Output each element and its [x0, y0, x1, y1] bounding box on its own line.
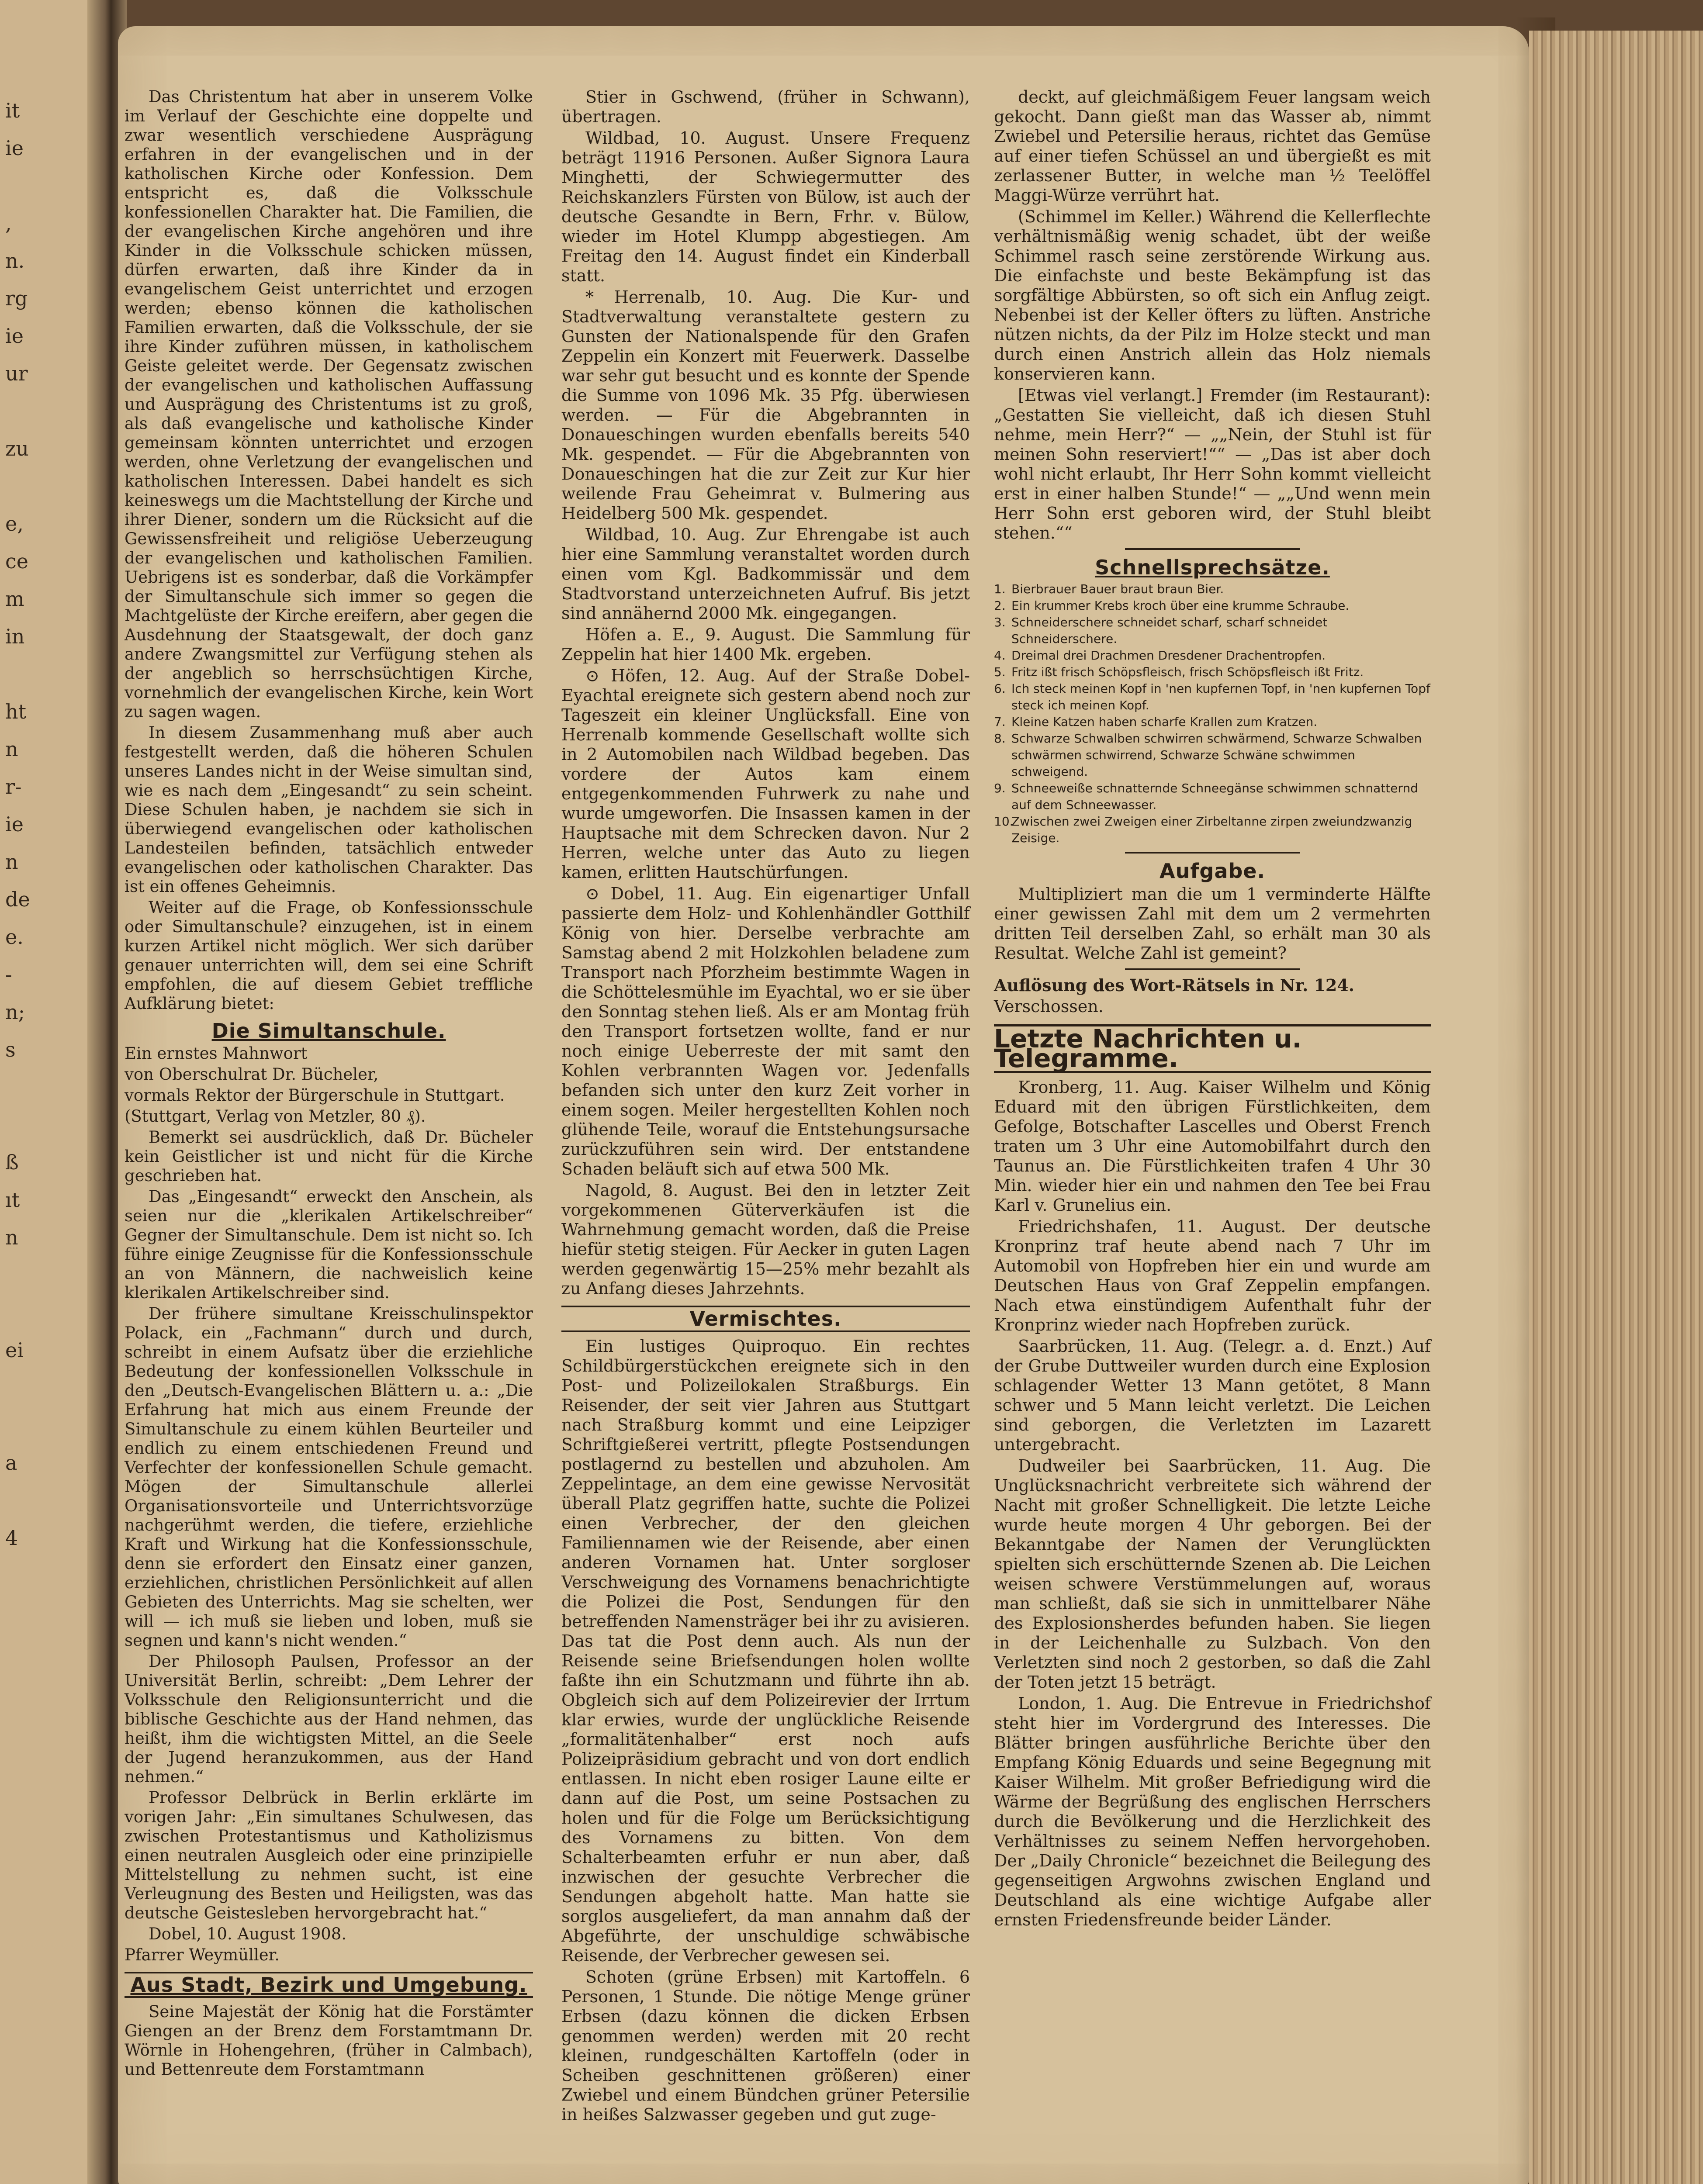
facing-page-fragment: it	[5, 99, 20, 122]
facing-page-fragment: n	[5, 1226, 18, 1249]
paragraph: Wildbad, 10. Aug. Zur Ehrengabe ist auch hier eine Sammlung veranstaltet worden durch einen vom Kgl. Badkommissär und dem Stadtvorstand unterzeichneten Aufruf. Bis jetzt sind annähernd 2000 Mk. eingegangen.	[561, 525, 970, 623]
tongue-twister-item	[994, 730, 1431, 780]
facing-page-fragment: ht	[5, 700, 27, 723]
item-number: 8.	[994, 731, 1006, 746]
item-number: 4.	[994, 648, 1006, 663]
facing-page-fragment: ie	[5, 136, 24, 160]
tongue-twister-item	[994, 614, 1431, 647]
paragraph: Schoten (grüne Erbsen) mit Kartoffeln. 6 Personen, 1 Stunde. Die nötige Menge grüner Erbsen (dazu können die dicken Erbsen genommen werden) werden mit 20 recht kleinen, rundgeschälten Kartoffeln (oder in Scheiben geschnittenen größeren) einer Zwiebel und einem Bündchen grüner Petersilie in heißes Salzwasser gegeben und gut zuge-	[561, 1967, 970, 2124]
paragraph: (Schimmel im Keller.) Während die Kellerflechte verhältnismäßig wenig schadet, übt der weiße Schimmel rasch seine zerstörende Wirkung aus. Die einfachste und beste Bekämpfung ist das sorgfältige Abbürsten, so oft sich ein Anflug zeigt. Nebenbei ist der Keller öfters zu lüften. Anstriche nützen nichts, da der Pilz im Holze steckt und man durch einen Anstrich allein das Holz niemals konservieren kann.	[994, 207, 1431, 384]
facing-page-fragment: in	[5, 625, 25, 648]
item-text: Dreimal drei Drachmen Dresdener Drachentropfen.	[1011, 648, 1326, 663]
news-heading: Letzte Nachrichten u. Telegramme.	[994, 1024, 1431, 1073]
item-number: 3.	[994, 615, 1006, 629]
facing-page-fragment: a	[5, 1451, 17, 1475]
task-text: Multipliziert man die um 1 verminderte Hälfte einer gewissen Zahl mit dem um 2 vermehrten dritten Teil derselben Zahl, so erhält man 30 als Resultat. Welche Zahl ist gemeint?	[994, 885, 1431, 963]
paragraph: In diesem Zusammenhang muß aber auch festgestellt werden, daß die höheren Schulen unseres Landes nicht in der Weise simultan sind, wie es nach dem „Eingesandt“ zu sein scheint. Diese Schulen haben, je nachdem sie sich in überwiegend evangelischen oder katholischen Landesteilen befinden, tatsächlich entweder evangelischen oder katholischen Charakter. Das ist ein offenes Geheimnis.	[125, 723, 533, 896]
item-number: 9.	[994, 781, 1006, 795]
facing-page-fragment: r-	[5, 775, 22, 798]
tongue-twister-item	[994, 598, 1431, 614]
tongue-twister-item	[994, 647, 1431, 664]
paragraph: Seine Majestät der König hat die Forstämter Giengen an der Brenz dem Forstamtmann Dr. Wörnle in Hohengehren, (früher in Calmbach), und Bettenreute dem Forstamtmann	[125, 2002, 533, 2079]
tongue-twister-list	[994, 581, 1431, 847]
paragraph: [Etwas viel verlangt.] Fremder (im Restaurant): „Gestatten Sie vielleicht, daß ich diesen Stuhl nehme, mein Herr?“ — „„Nein, der Stuhl ist für meinen Sohn reserviert!““ — „Das ist aber doch wohl nicht erlaubt, Ihr Herr Sohn kommt vielleicht erst in einer halben Stunde!“ — „„Und wenn mein Herr Sohn erst geboren wird, der Stuhl bleibt stehen.““	[994, 386, 1431, 543]
column-1	[125, 87, 533, 2079]
book-title: Die Simultanschule.	[211, 1019, 446, 1043]
item-number: 6.	[994, 681, 1006, 696]
paragraph: Weiter auf die Frage, ob Konfessionsschule oder Simultanschule? einzugehen, ist in einem kurzen Artikel nicht möglich. Wer sich darüber genauer unterrichten will, dem sei eine Schrift empfohlen, die auf diesem Gebiet treffliche Aufklärung bietet:	[125, 898, 533, 1013]
facing-page-fragment: -	[5, 963, 12, 986]
tongue-twister-item	[994, 780, 1431, 813]
facing-page-fragment: ıt	[5, 1188, 20, 1212]
item-text: Fritz ißt frisch Schöpsfleisch, frisch Schöpsfleisch ißt Fritz.	[1011, 665, 1364, 679]
divider	[1125, 968, 1300, 970]
paragraph: ⊙ Höfen, 12. Aug. Auf der Straße Dobel-Eyachtal ereignete sich gestern abend noch zur Tageszeit ein kleiner Unglücksfall. Eine von Herrenalb kommende Gesellschaft wollte sich in 2 Automobilen nach Wildbad begeben. Das vordere der Autos kam einem entgegenkommenden Fuhrwerk zu nahe und wurde umgeworfen. Die Insassen kamen in der Hauptsache mit dem Schrecken davon. Nur 2 Herren, welche unter das Auto zu liegen kamen, erlitten Hautschürfungen.	[561, 666, 970, 882]
facing-page-fragment: n	[5, 737, 18, 761]
item-number: 10.	[994, 814, 1014, 829]
facing-page-fragment: ß	[5, 1151, 19, 1174]
item-text: Schwarze Schwalben schwirren schwärmend, Schwarze Schwalben schwärmen schwirrend, Schwarze Schwäne schwimmen schweigend.	[1011, 731, 1422, 779]
paragraph: Dudweiler bei Saarbrücken, 11. Aug. Die Unglücksnachricht verbreitete sich während der Nacht mit großer Schnelligkeit. Die letzte Leiche wurde heute morgen 4 Uhr geborgen. Bei der Bekanntgabe der Namen der Verunglückten spielten sich erschütternde Szenen ab. Die Leichen weisen schwere Verstümmelungen auf, woraus man schließt, daß sie sich in unmittelbarer Nähe des Explosionsherdes befunden haben. Sie liegen in der Leichenhalle zu Sulzbach. Von den Verletzten sind noch 2 gestorben, so daß die Zahl der Toten jetzt 15 beträgt.	[994, 1456, 1431, 1692]
tongue-twister-item	[994, 714, 1431, 730]
column-3	[994, 87, 1431, 1930]
divider	[1125, 548, 1300, 550]
paragraph: Das Christentum hat aber in unserem Volke im Verlauf der Geschichte eine doppelte und zwar wesentlich verschiedene Ausprägung erfahren in der evangelischen und in der katholischen Kirche oder Konfession. Dem entspricht es, daß die Volksschule konfessionellen Charakter hat. Die Familien, die der evangelischen Kirche angehören und ihre Kinder in die Volksschule schicken müssen, dürfen erwarten, daß ihre Kinder da in evangelischem Geist unterrichtet und erzogen werden; ebenso können die katholischen Familien erwarten, daß die Volksschule, der sie ihre Kinder zuführen müssen, in katholischem Geiste geleitet werde. Der Gegensatz zwischen der evangelischen und katholischen Auffassung und Ausprägung des Christentums ist zu groß, als daß evangelische und katholische Kinder gemeinsam könnten unterrichtet und erzogen werden, ohne Verletzung der evangelischen und katholischen Interessen. Dabei handelt es sich keineswegs um die Machtstellung der Kirche und ihrer Diener, sondern um die Rücksicht auf die Gewissensfreiheit und religiöse Ueberzeugung der evangelischen und katholischen Familien. Uebrigens ist es sonderbar, daß die Vorkämpfer der Simultanschule sich immer so gegen die Machtgelüste der Kirche ereifern, aber gegen die Ausdehnung der Staatsgewalt, der doch ganz andere Zwangsmittel zur Verfügung stehen als der angeblich so herrschsüchtigen Kirche, vornehmlich der evangelischen Kirche, kein Wort zu sagen wagen.	[125, 87, 533, 721]
paragraph: Nagold, 8. August. Bei den in letzter Zeit vorgekommenen Güterverkäufen ist die Wahrnehmung gemacht worden, daß die Preise hiefür stetig steigen. Für Aecker in guten Lagen werden gegenwärtig 15—25% mehr bezahlt als zu Anfang dieses Jahrzehnts.	[561, 1181, 970, 1298]
paragraph: Das „Eingesandt“ erweckt den Anschein, als seien nur die „klerikalen Artikelschreiber“ Gegner der Simultanschule. Dem ist nicht so. Ich führe einige Zeugnisse für die Konfessionsschule an von Männern, die nachweislich keine klerikalen Artikelschreiber sind.	[125, 1187, 533, 1302]
facing-page-fragment: de	[5, 888, 30, 911]
paragraph: Friedrichshafen, 11. August. Der deutsche Kronprinz traf heute abend nach 7 Uhr im Automobil von Hopfreben hier ein und wurde am Deutschen Haus von Graf Zeppelin empfangen. Nach etwa einstündigem Aufenthalt fuhr der Kronprinz wieder nach Hopfreben zurück.	[994, 1217, 1431, 1334]
facing-page-fragment: e,	[5, 512, 24, 536]
page-stack-edge	[1529, 31, 1703, 2184]
paragraph: * Herrenalb, 10. Aug. Die Kur- und Stadtverwaltung veranstaltete gestern zu Gunsten der Nationalspende für den Grafen Zeppelin ein Konzert mit Feuerwerk. Dasselbe war sehr gut besucht und es konnte der Spende die Summe von 1096 Mk. 35 Pfg. überwiesen werden. — Für die Abgebrannten in Donaueschingen wurden ebenfalls bereits 540 Mk. gespendet. — Für die Abgebrannten von Donaueschingen hat die zur Zeit zur Kur hier weilende Frau Geheimrat v. Bulmering aus Heidelberg 500 Mk. gespendet.	[561, 287, 970, 523]
facing-page-fragment: rg	[5, 287, 28, 310]
item-text: Schneiderschere schneidet scharf, scharf schneidet Schneiderschere.	[1011, 615, 1328, 646]
facing-page-fragment: ie	[5, 812, 24, 836]
paragraph: Bemerkt sei ausdrücklich, daß Dr. Bücheler kein Geistlicher ist und nicht für die Kirche geschrieben hat.	[125, 1128, 533, 1185]
facing-page-fragment: ei	[5, 1338, 24, 1362]
facing-page-fragment: ,	[5, 211, 12, 235]
item-number: 7.	[994, 715, 1006, 729]
facing-page-fragment: ur	[5, 362, 28, 385]
item-text: Kleine Katzen haben scharfe Krallen zum Kratzen.	[1011, 715, 1318, 729]
solution-heading: Auflösung des Wort-Rätsels in Nr. 124.	[994, 975, 1354, 995]
column-2	[561, 87, 970, 2125]
item-number: 2.	[994, 598, 1006, 613]
facing-page-fragment: zu	[5, 437, 29, 460]
book-line: Ein ernstes Mahnwort	[125, 1044, 308, 1063]
paragraph: Kronberg, 11. Aug. Kaiser Wilhelm und König Eduard mit den übrigen Fürstlichkeiten, dem Gefolge, Botschafter Lascelles und Oberst French traten um 3 Uhr eine Automobilfahrt durch den Taunus an. Die Fürstlichkeiten trafen 4 Uhr 30 Min. wieder hier ein und nahmen den Tee bei Frau Karl v. Grunelius ein.	[994, 1078, 1431, 1215]
paragraph: deckt, auf gleichmäßigem Feuer langsam weich gekocht. Dann gießt man das Wasser ab, nimmt Zwiebel und Petersilie heraus, richtet das Gemüse auf einer tiefen Schüssel an und übergießt es mit zerlassener Butter, in welche man ½ Teelöffel Maggi-Würze verrührt hat.	[994, 87, 1431, 205]
tongue-twister-item	[994, 813, 1431, 847]
divider	[1125, 852, 1300, 854]
paragraph: London, 1. Aug. Die Entrevue in Friedrichshof steht hier im Vordergrund des Interesses. Die Blätter bringen ausführliche Berichte über den Empfang König Eduards und seine Begegnung mit Kaiser Wilhelm. Mit großer Befriedigung wird die Wärme der Begrüßung des englischen Herrschers durch die Bevölkerung und die Herzlichkeit des Verhältnisses zu seinem Neffen hervorgehoben. Der „Daily Chronicle“ bezeichnet die Beilegung des gegenseitigen Argwohns zwischen England und Deutschland als eine wichtige Aufgabe aller ernsten Friedensfreunde beider Länder.	[994, 1694, 1431, 1929]
book-line: von Oberschulrat Dr. Bücheler,	[125, 1065, 379, 1084]
book-line: (Stuttgart, Verlag von Metzler, 80 ₰).	[125, 1107, 426, 1126]
item-number: 5.	[994, 665, 1006, 679]
facing-page-fragment: n	[5, 850, 18, 874]
facing-page-fragment: m	[5, 587, 24, 611]
solution-text: Verschossen.	[994, 997, 1104, 1016]
book-line: vormals Rektor der Bürgerschule in Stuttgart.	[125, 1086, 505, 1105]
place-date: Dobel, 10. August 1908.	[149, 1925, 347, 1943]
item-number: 1.	[994, 582, 1006, 596]
tongue-twister-item	[994, 681, 1431, 714]
paragraph: Der frühere simultane Kreisschulinspektor Polack, ein „Fachmann“ durch und durch, schreibt in einem Aufsatz über die erziehliche Bedeutung der konfessionellen Volksschule in den „Deutsch-Evangelischen Blättern u. a.: „Die Erfahrung hat mich aus einem Freunde der Simultanschule zu einem kühlen Beurteiler und endlich zu einem entschiedenen Freund und Verfechter der konfessionellen Schule gemacht. Mögen der Simultanschule allerlei Organisationsvorteile und Unterrichtsvorzüge nachgerühmt werden, die tiefere, erziehliche Kraft und Wirkung hat die Konfessionsschule, denn sie erfordert den Einsatz einer ganzen, erziehlichen, christlichen Persönlichkeit auf allen Gebieten des Unterrichts. Mag sie schelten, wer will — ich muß sie lieben und loben, muß sie segnen und kann's nicht wenden.“	[125, 1304, 533, 1650]
facing-page-fragment: ce	[5, 549, 28, 573]
facing-page-fragment: ie	[5, 324, 24, 348]
paragraph: Ein lustiges Quiproquo. Ein rechtes Schildbürgerstückchen ereignete sich in den Post- und Polizeilokalen Straßburgs. Ein Reisender, der seit vier Jahren aus Stuttgart nach Straßburg kommt und eine Leipziger Schriftgießerei vertritt, pflegte Postsendungen postlagernd zu bestellen und abzuholen. Am Zeppelintage, an dem eine gewisse Nervosität überall Platz gegriffen hatte, suchte die Polizei einen Verbrecher, der den gleichen Familiennamen wie der Reisende, aber einen anderen Vornamen hat. Unter sorgloser Verschweigung des Vornamens benachrichtigte die Polizei die Post, Sendungen für den betreffenden Namensträger bei ihr zu avisieren. Das tat die Post denn auch. Als nun der Reisende seine Briefsendungen holen wollte faßte ihn ein Schutzmann und führte ihn ab. Obgleich sich auf dem Polizeirevier der Irrtum klar erwies, wurde der unglückliche Reisende „formalitätenhalber“ erst noch aufs Polizeipräsidium gebracht und von dort endlich entlassen. In nicht eben rosiger Laune eilte er dann auf die Post, um seine Postsachen zu holen und für die Folge um Berücksichtigung des Vornamens zu bitten. Von dem Schalterbeamten erfuhr er nun aber, daß inzwischen der gesuchte Verbrecher die Sendungen abgeholt hatte. Man hatte sie sorglos ausgeliefert, da man annahm daß der Abgeführte, der unschuldige schwäbische Reisende, der Verbrecher gewesen sei.	[561, 1337, 970, 1965]
tongue-twister-item	[994, 664, 1431, 681]
item-text: Schneeweiße schnatternde Schneegänse schwimmen schnatternd auf dem Schneewasser.	[1011, 781, 1418, 812]
paragraph: Saarbrücken, 11. Aug. (Telegr. a. d. Enzt.) Auf der Grube Duttweiler wurden durch eine Explosion schlagender Wetter 13 Mann getötet, 8 Mann schwer und 5 Mann leicht verletzt. Die Leichen sind geborgen, die Verletzten im Lazarett untergebracht.	[994, 1337, 1431, 1454]
item-text: Ein krummer Krebs kroch über eine krumme Schraube.	[1011, 598, 1350, 613]
item-text: Bierbrauer Bauer braut braun Bier.	[1011, 582, 1224, 596]
signature: Pfarrer Weymüller.	[125, 1946, 280, 1964]
section-heading-local: Aus Stadt, Bezirk und Umgebung.	[125, 1972, 533, 1998]
facing-page-fragment: e.	[5, 925, 24, 949]
tongue-twister-item	[994, 581, 1431, 598]
item-text: Zwischen zwei Zweigen einer Zirbeltanne zirpen zweiundzwanzig Zeisige.	[1011, 814, 1412, 845]
facing-page-fragment: n.	[5, 249, 25, 273]
item-text: Ich steck meinen Kopf in 'nen kupfernen Topf, in 'nen kupfernen Topf steck ich meinen Kopf.	[1011, 681, 1430, 712]
section-heading-miscellany: Vermischtes.	[561, 1306, 970, 1332]
facing-page-fragment: s	[5, 1038, 16, 1061]
paragraph: Höfen a. E., 9. August. Die Sammlung für Zeppelin hat hier 1400 Mk. ergeben.	[561, 625, 970, 664]
tongue-twister-heading: Schnellsprechsätze.	[1095, 556, 1330, 579]
task-heading: Aufgabe.	[1160, 859, 1265, 883]
facing-page-fragment: 4	[5, 1526, 18, 1550]
paragraph: Professor Delbrück in Berlin erklärte im vorigen Jahr: „Ein simultanes Schulwesen, das zwischen Protestantismus und Katholizismus einen neutralen Ausgleich oder eine prinzipielle Mittelstellung zu nehmen sucht, ist eine Verleugnung des Besten und Heiligsten, was das deutsche Geistesleben hervorgebracht hat.“	[125, 1788, 533, 1922]
paragraph: Der Philosoph Paulsen, Professor an der Universität Berlin, schreibt: „Dem Lehrer der Volksschule den Religionsunterricht und die biblische Geschichte aus der Hand nehmen, das heißt, ihm die wichtigsten Mittel, an die Seele der Jugend heranzukommen, aus der Hand nehmen.“	[125, 1652, 533, 1786]
paragraph: ⊙ Dobel, 11. Aug. Ein eigenartiger Unfall passierte dem Holz- und Kohlenhändler Gotthilf König von hier. Derselbe verbrachte am Samstag abend 2 mit Holzkohlen beladene zum Transport nach Pforzheim bestimmte Wagen in die Schöttelesmühle im Eyachtal, wo er sie über den Sonntag stehen ließ. Als er am Montag früh den Transport fortsetzen wollte, fand er nur noch einige Ueberreste der mit samt den Kohlen verbrannten Wagen vor. Jedenfalls befanden sich unter den kurz Zeit vorher in einem sogen. Meiler hergestellten Kohlen noch glühende Teile, worauf die Entstehungsursache zurückzuführen sein wird. Der entstandene Schaden beläuft sich auf etwa 500 Mk.	[561, 884, 970, 1178]
paragraph: Stier in Gschwend, (früher in Schwann), übertragen.	[561, 87, 970, 126]
facing-page-fragment: n;	[5, 1000, 25, 1024]
paragraph: Wildbad, 10. August. Unsere Frequenz beträgt 11916 Personen. Außer Signora Laura Minghetti, der Schwiegermutter des Reichskanzlers Fürsten von Bülow, ist auch der deutsche Gesandte in Bern, Frhr. v. Bülow, wieder im Hotel Klumpp abgestiegen. Am Freitag den 14. August findet ein Kinderball statt.	[561, 128, 970, 285]
